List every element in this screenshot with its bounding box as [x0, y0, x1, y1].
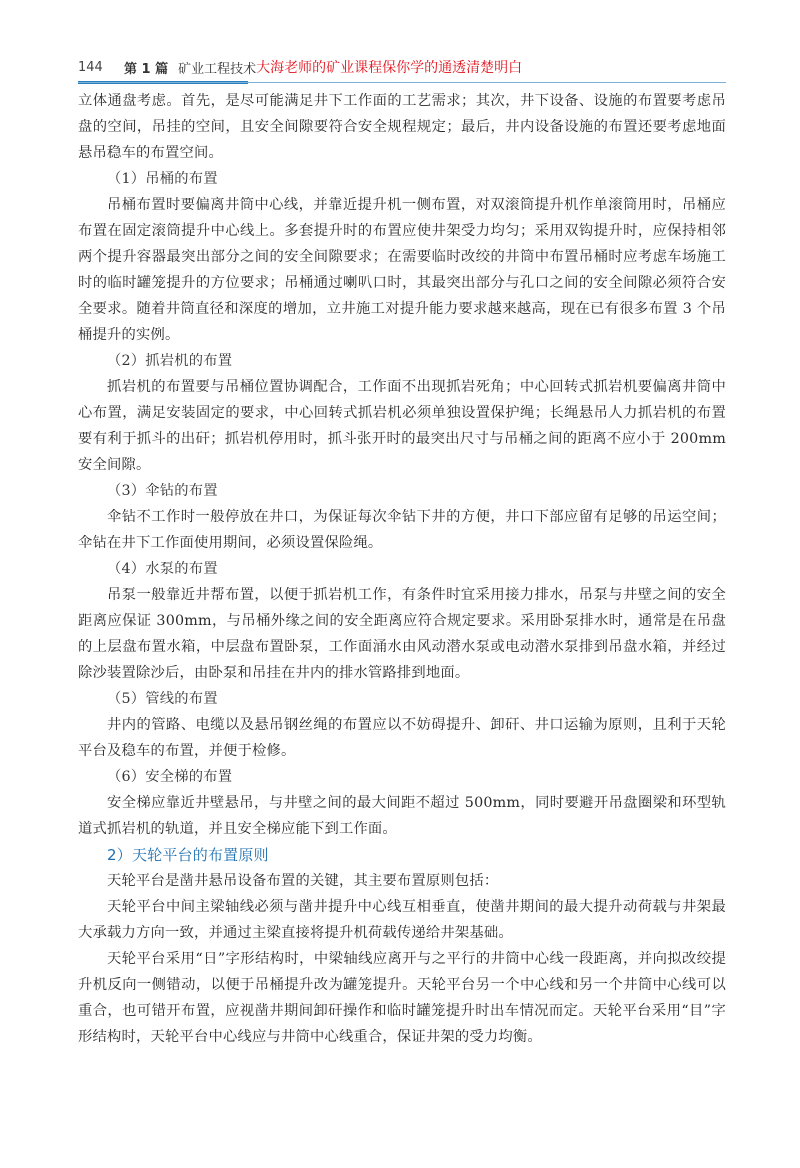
paragraph: 安全梯应靠近井壁悬吊，与井壁之间的最大间距不超过 500mm，同时要避开吊盘圈梁和环型轨道式抓岩机的轨道，并且安全梯应能下到工作面。: [78, 795, 726, 837]
subheading-bucket: （1）吊桶的布置: [107, 171, 218, 187]
paragraph: 抓岩机的布置要与吊桶位置协调配合，工作面不出现抓岩死角；中心回转式抓岩机要偏离井筒中心布置，满足安装固定的要求，中心回转式抓岩机必须单独设置保护绳；长绳悬吊人力抓岩机的布置要有利于抓斗的出矸；抓岩机停用时，抓斗张开时的最突出尺寸与吊桶之间的距离不应小于 200mm 安全间隙。: [78, 379, 726, 473]
paragraph: 天轮平台是凿井悬吊设备布置的关键，其主要布置原则包括：: [107, 873, 499, 889]
subheading-drill: （3）伞钻的布置: [107, 483, 218, 499]
paragraph: 伞钻不工作时一般停放在井口，为保证每次伞钻下井的方便，井口下部应留有足够的吊运空间；伞钻在井下工作面使用期间，必须设置保险绳。: [78, 509, 726, 551]
page-body: [78, 88, 726, 1050]
watermark-text: 大海老师的矿业课程保你学的通透清楚明白: [256, 60, 523, 76]
subheading-ladder: （6）安全梯的布置: [107, 769, 233, 785]
subheading-pipeline: （5）管线的布置: [107, 691, 218, 707]
paragraph: 吊桶布置时要偏离井筒中心线，并靠近提升机一侧布置，对双滚筒提升机作单滚筒用时，吊桶应布置在固定滚筒提升中心线上。多套提升时的布置应使井架受力均匀；采用双钩提升时，应保持相邻两个提升容器最突出部分之间的安全间隙要求；在需要临时改绞的井筒中布置吊桶时应考虑车场施工时的临时罐笼提升的方位要求；吊桶通过喇叭口时，其最突出部分与孔口之间的安全间隙必须符合安全要求。随着井筒直径和深度的增加，立井施工对提升能力要求越来越高，现在已有很多布置 3 个吊桶提升的实例。: [78, 197, 726, 343]
part-label: 第 1 篇: [124, 61, 169, 77]
subheading-pump: （4）水泵的布置: [107, 561, 218, 577]
header-divider: [78, 82, 726, 83]
page-header: [78, 54, 728, 80]
paragraph: 天轮平台中间主梁轴线必须与凿井提升中心线互相垂直，使凿井期间的最大提升动荷载与井架最大承载力方向一致，并通过主梁直接将提升机荷载传递给井架基础。: [78, 899, 726, 941]
paragraph: 井内的管路、电缆以及悬吊钢丝绳的布置应以不妨碍提升、卸矸、井口运输为原则，且利于天轮平台及稳车的布置，并便于检修。: [78, 717, 726, 759]
paragraph: 吊泵一般靠近井帮布置，以便于抓岩机工作，有条件时宜采用接力排水，吊泵与井壁之间的安全距离应保证 300mm，与吊桶外缘之间的安全距离应符合规定要求。采用卧泵排水时，通常是在吊盘的上层盘布置水箱，中层盘布置卧泵，工作面涌水由风动潜水泵或电动潜水泵排到吊盘水箱，并经过除沙装置除沙后，由卧泵和吊挂在井内的排水管路排到地面。: [78, 587, 726, 681]
chapter-title: 矿业工程技术: [178, 61, 257, 77]
section-heading: 2）天轮平台的布置原则: [107, 846, 269, 864]
paragraph: 天轮平台采用“日”字形结构时，中梁轴线应离开与之平行的井筒中心线一段距离，并向拟改绞提升机反向一侧错动，以便于吊桶提升改为罐笼提升。天轮平台另一个中心线和另一个井筒中心线可以重合，也可错开布置，应视凿井期间卸矸操作和临时罐笼提升时出车情况而定。天轮平台采用“目”字形结构时，天轮平台中心线应与井筒中心线重合，保证井架的受力均衡。: [78, 951, 726, 1045]
subheading-grab: （2）抓岩机的布置: [107, 353, 233, 369]
paragraph: 立体通盘考虑。首先，是尽可能满足井下工作面的工艺需求；其次，井下设备、设施的布置要考虑吊盘的空间，吊挂的空间，且安全间隙要符合安全规程规定；最后，井内设备设施的布置还要考虑地面悬吊稳车的布置空间。: [78, 93, 726, 161]
page-number: 144: [78, 59, 103, 75]
